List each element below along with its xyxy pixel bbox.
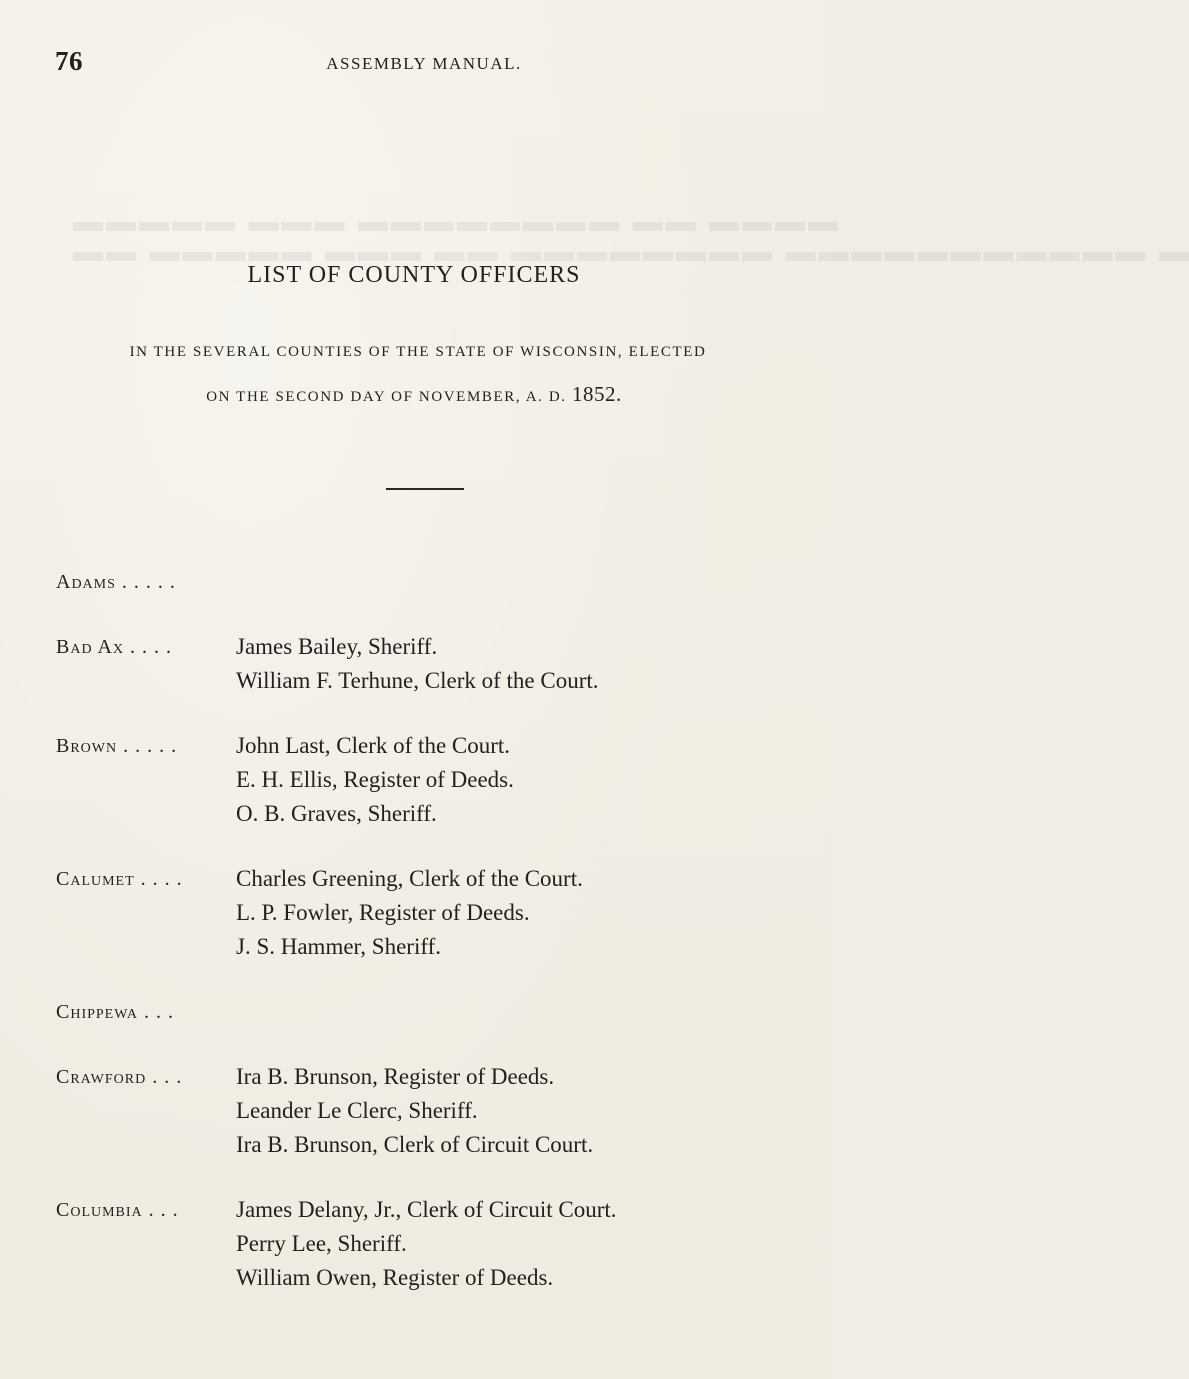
subtitle-line-2 [0,382,828,407]
officer-entry: William F. Terhune, Clerk of the Court. [236,668,599,693]
officer-list [236,862,796,964]
county-name: Bad Ax . . . . [56,636,173,658]
officer-entry: E. H. Ellis, Register of Deeds. [236,767,514,792]
county-name: Chippewa . . . [56,1001,175,1023]
county-entry-chippewa [56,995,796,1029]
officer-entry: Ira B. Brunson, Clerk of Circuit Court. [236,1132,594,1157]
county-officer-list [56,565,796,1326]
subtitle-year: 1852. [572,382,622,406]
county-name: Adams . . . . . [56,571,176,593]
county-entry-bad-ax [56,630,796,698]
officer-entry: O. B. Graves, Sheriff. [236,801,437,826]
running-title: ASSEMBLY MANUAL. [326,54,522,73]
officer-list [236,729,796,831]
officer-entry: John Last, Clerk of the Court. [236,733,511,758]
officer-entry: William Owen, Register of Deeds. [236,1265,554,1290]
county-entry-crawford [56,1060,796,1162]
officer-entry: Ira B. Brunson, Register of Deeds. [236,1064,555,1089]
county-entry-brown [56,729,796,831]
officer-entry: James Delany, Jr., Clerk of Circuit Court. [236,1197,617,1222]
county-name: Calumet . . . . [56,868,183,890]
subtitle-line-2-text: ON THE SECOND DAY OF NOVEMBER, A. D. [206,389,567,405]
page-number: 76 [55,46,83,76]
page-title: LIST OF COUNTY OFFICERS [247,262,581,288]
county-name: Crawford . . . [56,1066,183,1088]
officer-entry: Charles Greening, Clerk of the Court. [236,866,583,891]
officer-list [236,630,796,698]
bleed-through-texture: ▬▬▬▬ ▬▬ ▬▬▬▬▬▬▬▬ ▬▬▬ ▬▬▬▬▬ [70,205,838,238]
county-entry-calumet [56,862,796,964]
county-name: Brown . . . . . [56,735,178,757]
officer-entry: Perry Lee, Sheriff. [236,1231,407,1256]
subtitle-line-1-text: IN THE SEVERAL COUNTIES OF THE STATE OF WISCONSIN, ELECTED [129,344,707,360]
section-divider [386,488,464,490]
officer-entry: J. S. Hammer, Sheriff. [236,934,441,959]
bleed-through-texture: ▬ ▬▬▬▬▬▬▬▬▬▬▬ ▬▬▬▬▬▬▬▬ ▬▬ ▬▬▬ ▬▬▬▬▬ ▬▬ [70,235,1189,268]
running-head [0,46,828,80]
officer-entry: L. P. Fowler, Register of Deeds. [236,900,530,925]
officer-entry: James Bailey, Sheriff. [236,634,438,659]
officer-list [236,1060,796,1162]
officer-list [236,1193,796,1295]
county-entry-columbia [56,1193,796,1295]
county-entry-adams [56,565,796,599]
county-name: Columbia . . . [56,1199,179,1221]
officer-entry: Leander Le Clerc, Sheriff. [236,1098,478,1123]
subtitle-line-1 [0,344,828,361]
